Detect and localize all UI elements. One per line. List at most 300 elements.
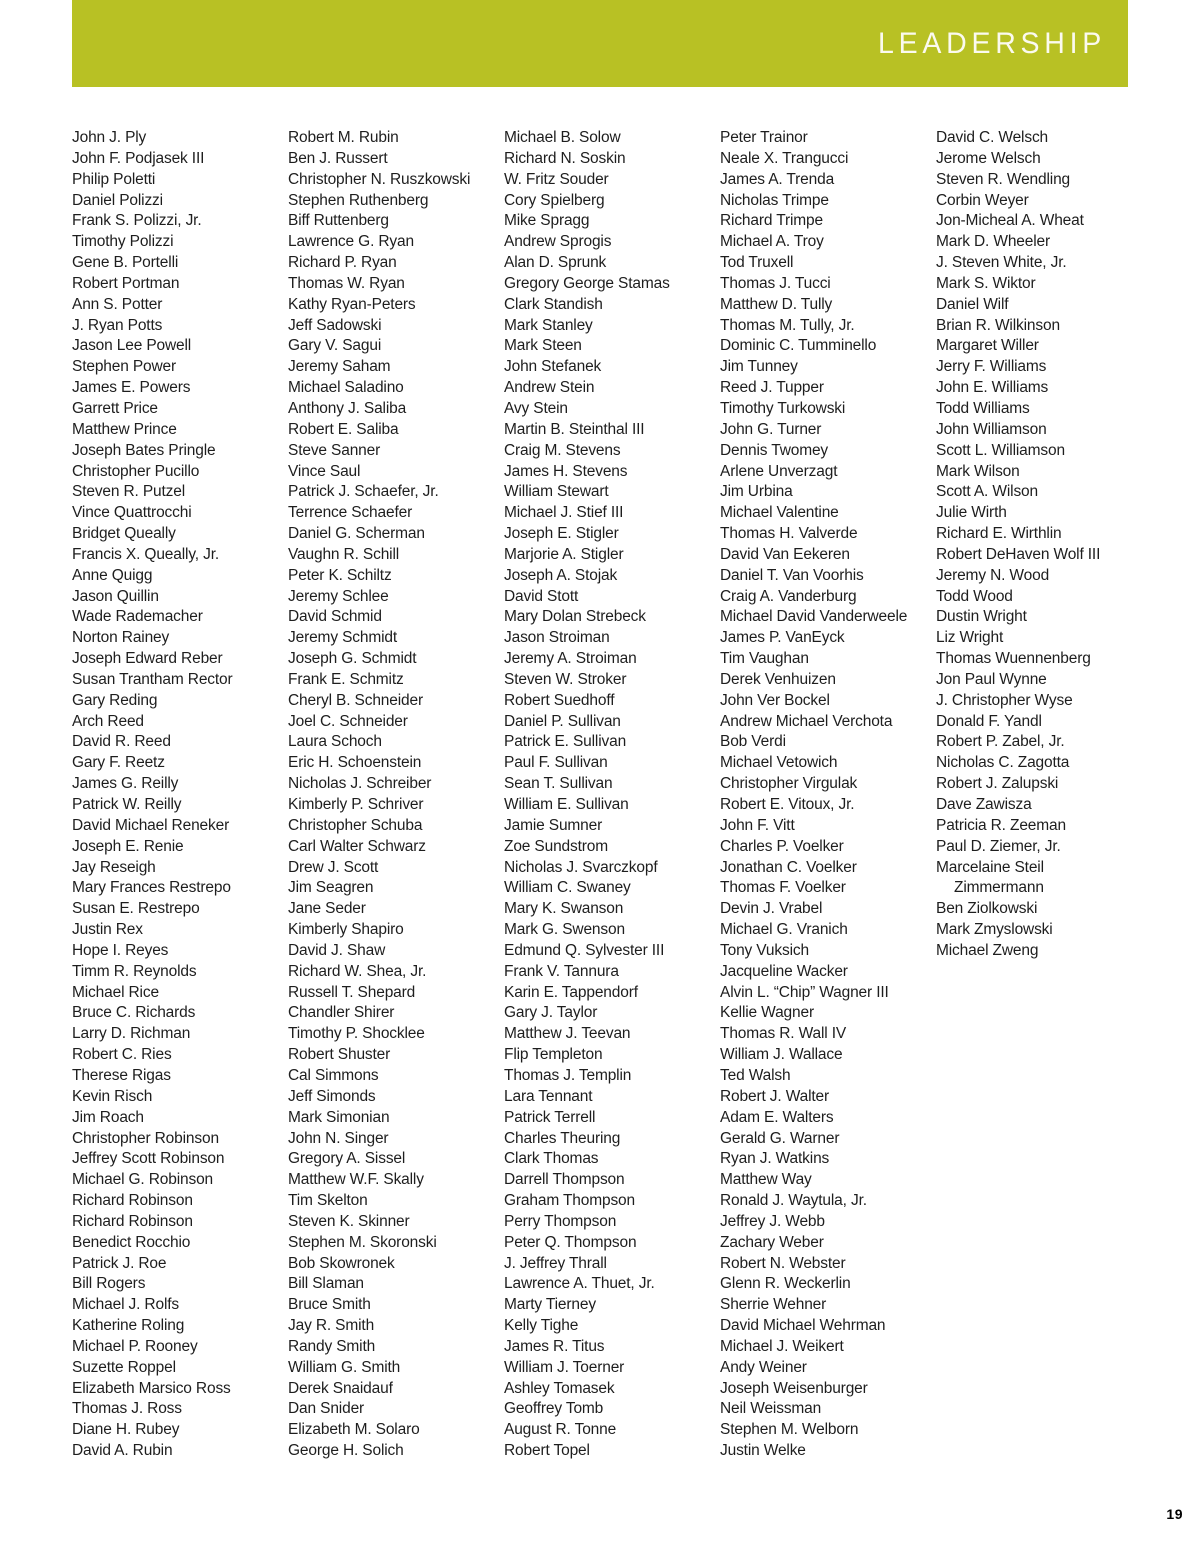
list-item	[288, 1191, 504, 1212]
name-text: Marcelaine Steil	[936, 858, 1044, 876]
list-item	[288, 191, 504, 212]
name-text: Norton Rainey	[72, 629, 170, 647]
name-text: Steven R. Wendling	[936, 170, 1071, 188]
name-text: Derek Venhuizen	[720, 670, 836, 688]
list-item	[936, 732, 1152, 753]
name-text: J. Steven White, Jr.	[936, 254, 1067, 272]
name-text: Robert J. Walter	[720, 1087, 829, 1105]
name-text: Michael P. Rooney	[72, 1337, 198, 1355]
name-text: Mark Stanley	[504, 316, 593, 334]
list-item	[72, 545, 288, 566]
list-item	[72, 1045, 288, 1066]
list-item	[288, 1254, 504, 1275]
list-item	[72, 753, 288, 774]
name-text: Drew J. Scott	[288, 858, 379, 876]
name-text: Brian R. Wilkinson	[936, 316, 1060, 334]
name-text: Arch Reed	[72, 712, 144, 730]
list-item	[288, 420, 504, 441]
name-text: Marty Tierney	[504, 1296, 596, 1314]
list-item	[936, 524, 1152, 545]
list-item	[288, 1149, 504, 1170]
list-item	[288, 1420, 504, 1441]
list-item	[720, 1087, 936, 1108]
list-item	[936, 336, 1152, 357]
name-text: Kathy Ryan-Peters	[288, 295, 416, 313]
name-text: Geoffrey Tomb	[504, 1400, 604, 1418]
list-item	[504, 670, 720, 691]
name-text: Peter Trainor	[720, 129, 808, 146]
list-item	[936, 399, 1152, 420]
name-text: Margaret Willer	[936, 337, 1039, 355]
list-item	[504, 1316, 720, 1337]
list-item	[720, 1129, 936, 1150]
name-text: Eric H. Schoenstein	[288, 754, 422, 772]
list-item	[72, 1066, 288, 1087]
name-text: Richard N. Soskin	[504, 149, 626, 167]
name-text: Steven K. Skinner	[288, 1212, 410, 1230]
list-item	[504, 316, 720, 337]
list-item	[504, 1358, 720, 1379]
name-text: Suzette Roppel	[72, 1358, 176, 1376]
name-text: Jim Tunney	[720, 358, 798, 376]
name-text: Robert M. Rubin	[288, 129, 399, 146]
list-item	[288, 566, 504, 587]
name-text: Timm R. Reynolds	[72, 962, 197, 980]
name-text: Zoe Sundstrom	[504, 837, 609, 855]
name-text: Dan Snider	[288, 1400, 365, 1418]
list-item	[288, 941, 504, 962]
list-item	[72, 274, 288, 295]
name-text: Philip Poletti	[72, 170, 156, 188]
list-item	[288, 795, 504, 816]
list-item	[72, 732, 288, 753]
name-text: Frank E. Schmitz	[288, 670, 404, 688]
name-text: Laura Schoch	[288, 733, 382, 751]
list-item	[936, 253, 1152, 274]
name-text: Nicholas C. Zagotta	[936, 754, 1070, 772]
name-text: Todd Wood	[936, 587, 1013, 605]
name-text: Nicholas J. Svarczkopf	[504, 858, 658, 876]
name-text: Gene B. Portelli	[72, 254, 179, 272]
name-text: William J. Toerner	[504, 1358, 625, 1376]
name-text: David Schmid	[288, 608, 382, 626]
name-text: Perry Thompson	[504, 1212, 617, 1230]
list-item	[936, 441, 1152, 462]
name-text: Daniel G. Scherman	[288, 525, 425, 543]
name-text: Ben Ziolkowski	[936, 900, 1038, 918]
name-text: Thomas W. Ryan	[288, 274, 405, 292]
name-text: Daniel T. Van Voorhis	[720, 566, 864, 584]
list-item	[936, 274, 1152, 295]
list-item	[720, 962, 936, 983]
list-item	[504, 1274, 720, 1295]
list-item	[720, 1399, 936, 1420]
name-text: Lawrence A. Thuet, Jr.	[504, 1275, 655, 1293]
list-item	[936, 920, 1152, 941]
list-item	[288, 816, 504, 837]
name-text: Bill Slaman	[288, 1275, 364, 1293]
name-text: Mark Simonian	[288, 1108, 390, 1126]
list-item	[288, 357, 504, 378]
list-item	[720, 712, 936, 733]
name-text: Christopher N. Ruszkowski	[288, 170, 471, 188]
list-item	[72, 1420, 288, 1441]
list-item	[504, 566, 720, 587]
name-text: Dominic C. Tumminello	[720, 337, 877, 355]
name-text: Justin Welke	[720, 1442, 806, 1460]
list-item	[936, 670, 1152, 691]
list-item	[720, 357, 936, 378]
list-item	[288, 1066, 504, 1087]
list-item	[720, 816, 936, 837]
list-item	[72, 1295, 288, 1316]
name-text: Darrell Thompson	[504, 1171, 625, 1189]
list-item	[720, 795, 936, 816]
name-text: Michael Rice	[72, 983, 159, 1001]
list-item	[288, 1003, 504, 1024]
name-text: Robert DeHaven Wolf III	[936, 545, 1101, 563]
name-text: John G. Turner	[720, 420, 822, 438]
name-text: Mary Frances Restrepo	[72, 879, 231, 897]
name-column-2	[288, 128, 504, 1462]
name-text: Paul F. Sullivan	[504, 754, 608, 772]
name-text: Tony Vuksich	[720, 941, 809, 959]
list-item	[504, 691, 720, 712]
list-item	[288, 649, 504, 670]
list-item	[72, 170, 288, 191]
name-text: John Ver Bockel	[720, 691, 830, 709]
name-text: Robert J. Zalupski	[936, 775, 1059, 793]
name-text: Corbin Weyer	[936, 191, 1029, 209]
name-text: John Williamson	[936, 420, 1047, 438]
list-item	[936, 378, 1152, 399]
name-text: Kimberly P. Schriver	[288, 796, 424, 813]
name-text: Mark Wilson	[936, 462, 1020, 480]
list-item	[288, 858, 504, 879]
list-item	[936, 420, 1152, 441]
name-text: Steven R. Putzel	[72, 483, 186, 501]
name-text: Thomas J. Ross	[72, 1400, 182, 1418]
list-item	[720, 420, 936, 441]
name-text: Vince Quattrocchi	[72, 504, 192, 522]
list-item	[72, 1379, 288, 1400]
list-item	[72, 357, 288, 378]
name-text: Timothy Turkowski	[720, 399, 846, 417]
name-text: Timothy P. Shocklee	[288, 1025, 425, 1043]
list-item	[288, 149, 504, 170]
list-item	[504, 920, 720, 941]
name-text: Clark Standish	[504, 295, 603, 313]
name-text: Derek Snaidauf	[288, 1379, 393, 1397]
list-item	[504, 649, 720, 670]
name-text: Robert P. Zabel, Jr.	[936, 733, 1065, 751]
name-text: Patrick J. Schaefer, Jr.	[288, 483, 439, 501]
list-item	[504, 858, 720, 879]
list-item	[720, 649, 936, 670]
name-text: Charles P. Voelker	[720, 837, 844, 855]
name-text: Mark G. Swenson	[504, 921, 625, 939]
name-text: Jeremy N. Wood	[936, 566, 1050, 584]
name-text: Joel C. Schneider	[288, 712, 408, 730]
name-text: Gerald G. Warner	[720, 1129, 840, 1147]
name-text: Ann S. Potter	[72, 295, 163, 313]
list-item	[72, 1274, 288, 1295]
list-item	[288, 211, 504, 232]
name-text: Scott L. Williamson	[936, 441, 1065, 459]
list-item	[720, 837, 936, 858]
name-text: Michael J. Stief III	[504, 504, 624, 522]
list-item	[720, 545, 936, 566]
name-text: Nicholas Trimpe	[720, 191, 829, 209]
list-item	[288, 253, 504, 274]
name-text: J. Ryan Potts	[72, 316, 163, 334]
name-text: Ted Walsh	[720, 1066, 791, 1084]
name-text: Joseph E. Stigler	[504, 525, 619, 543]
list-item	[288, 441, 504, 462]
name-text: Arlene Unverzagt	[720, 462, 838, 480]
name-text: David Michael Wehrman	[720, 1317, 886, 1335]
list-item	[720, 1108, 936, 1129]
name-text: Joseph Edward Reber	[72, 650, 223, 668]
list-item	[504, 795, 720, 816]
name-text: Bill Rogers	[72, 1275, 146, 1293]
list-item	[72, 816, 288, 837]
name-text: Michael B. Solow	[504, 129, 621, 146]
name-text: Patrick J. Roe	[72, 1254, 167, 1272]
name-text: Alan D. Sprunk	[504, 254, 607, 272]
list-item	[504, 712, 720, 733]
name-text: Therese Rigas	[72, 1066, 171, 1084]
list-item	[288, 712, 504, 733]
name-text: Michael Vetowich	[720, 754, 838, 772]
name-text: Matthew Way	[720, 1171, 812, 1189]
name-text: Daniel Polizzi	[72, 191, 163, 209]
list-item	[72, 649, 288, 670]
list-item	[720, 1254, 936, 1275]
name-text: Wade Rademacher	[72, 608, 203, 626]
name-text: Stephen M. Welborn	[720, 1421, 859, 1439]
name-text: Richard Robinson	[72, 1212, 193, 1230]
name-text: Bruce C. Richards	[72, 1004, 196, 1022]
list-item	[720, 1149, 936, 1170]
name-text: Matthew Prince	[72, 420, 177, 438]
name-text: Jay R. Smith	[288, 1317, 375, 1335]
name-text: Jeremy Schlee	[288, 587, 389, 605]
list-item	[72, 1233, 288, 1254]
name-text: David C. Welsch	[936, 129, 1049, 146]
list-item	[504, 1024, 720, 1045]
list-item	[72, 899, 288, 920]
name-text: Zachary Weber	[720, 1233, 824, 1251]
list-item	[720, 878, 936, 899]
name-text: Benedict Rocchio	[72, 1233, 191, 1251]
list-item	[72, 1003, 288, 1024]
list-item	[288, 670, 504, 691]
list-item	[72, 941, 288, 962]
list-item	[72, 149, 288, 170]
name-text: Richard W. Shea, Jr.	[288, 962, 427, 980]
list-item	[72, 295, 288, 316]
list-item	[720, 274, 936, 295]
name-text: Thomas J. Tucci	[720, 274, 831, 292]
name-text: Anne Quigg	[72, 566, 153, 584]
list-item	[288, 607, 504, 628]
list-item	[720, 899, 936, 920]
list-item	[936, 607, 1152, 628]
list-item	[72, 1129, 288, 1150]
name-text: Gregory George Stamas	[504, 274, 670, 292]
name-text: Bruce Smith	[288, 1296, 371, 1314]
list-item	[504, 1066, 720, 1087]
name-text: Katherine Roling	[72, 1317, 185, 1335]
name-text: Hope I. Reyes	[72, 941, 169, 959]
name-text: Joseph Weisenburger	[720, 1379, 868, 1397]
list-item	[72, 920, 288, 941]
name-text: Larry D. Richman	[72, 1025, 191, 1043]
page-title: LEADERSHIP	[877, 26, 1106, 60]
list-item	[288, 545, 504, 566]
list-item	[288, 462, 504, 483]
name-text: Susan E. Restrepo	[72, 900, 200, 918]
name-text: Jerome Welsch	[936, 149, 1041, 167]
name-text: Edmund Q. Sylvester III	[504, 941, 665, 959]
list-item	[504, 628, 720, 649]
name-text: Gary F. Reetz	[72, 754, 165, 772]
name-text: Charles Theuring	[504, 1129, 621, 1147]
name-text: Kellie Wagner	[720, 1004, 814, 1022]
list-item	[504, 524, 720, 545]
list-item	[504, 1170, 720, 1191]
list-item	[288, 837, 504, 858]
name-text: Liz Wright	[936, 629, 1004, 647]
name-text: Ryan J. Watkins	[720, 1150, 830, 1168]
name-text: Vaughn R. Schill	[288, 545, 400, 563]
name-text: James P. VanEyck	[720, 629, 845, 647]
name-text: Mark D. Wheeler	[936, 233, 1051, 251]
name-text: Jane Seder	[288, 900, 366, 918]
list-item	[504, 441, 720, 462]
list-item	[936, 462, 1152, 483]
name-text: Joseph G. Schmidt	[288, 650, 417, 668]
name-text: Dustin Wright	[936, 608, 1027, 626]
name-text: Michael G. Vranich	[720, 921, 848, 939]
name-text: Jacqueline Wacker	[720, 962, 848, 980]
list-item	[72, 795, 288, 816]
list-item	[288, 1274, 504, 1295]
list-item	[504, 211, 720, 232]
list-item	[288, 1441, 504, 1462]
list-item	[504, 941, 720, 962]
name-text: Gary Reding	[72, 691, 158, 709]
name-text: Gregory A. Sissel	[288, 1150, 406, 1168]
list-item	[720, 1045, 936, 1066]
list-item	[72, 712, 288, 733]
list-item	[288, 1129, 504, 1150]
name-text: Christopher Schuba	[288, 816, 423, 834]
list-item	[720, 316, 936, 337]
name-text: Michael A. Troy	[720, 233, 824, 251]
list-item	[720, 587, 936, 608]
list-item	[936, 587, 1152, 608]
name-text: Robert C. Ries	[72, 1046, 172, 1064]
list-item	[288, 1316, 504, 1337]
list-item	[504, 816, 720, 837]
name-text: Thomas F. Voelker	[720, 879, 846, 897]
name-text: Peter K. Schiltz	[288, 566, 392, 584]
name-text: Mike Spragg	[504, 212, 590, 230]
leadership-banner	[72, 0, 1128, 87]
name-text: Cory Spielberg	[504, 191, 605, 209]
name-text: Neale X. Trangucci	[720, 149, 849, 167]
name-text: Jason Quillin	[72, 587, 159, 605]
name-text: Dennis Twomey	[720, 441, 829, 459]
name-text: David Michael Reneker	[72, 816, 230, 834]
name-text: Lara Tennant	[504, 1087, 593, 1105]
name-text: Robert Shuster	[288, 1046, 391, 1064]
list-item	[720, 524, 936, 545]
list-item	[72, 628, 288, 649]
list-item	[288, 399, 504, 420]
list-item	[288, 1379, 504, 1400]
name-text: Robert N. Webster	[720, 1254, 846, 1272]
list-item	[720, 566, 936, 587]
name-text: Michael Valentine	[720, 504, 839, 522]
name-column-1	[72, 128, 288, 1462]
name-text: Diane H. Rubey	[72, 1421, 180, 1439]
list-item	[72, 503, 288, 524]
name-text: John N. Singer	[288, 1129, 389, 1147]
name-text: Stephen Ruthenberg	[288, 191, 429, 209]
list-item	[72, 128, 288, 149]
name-text: Peter Q. Thompson	[504, 1233, 637, 1251]
list-item	[720, 1024, 936, 1045]
name-text: Gary V. Sagui	[288, 337, 382, 355]
list-item	[720, 753, 936, 774]
name-text: Jeremy Saham	[288, 358, 391, 376]
list-item	[720, 378, 936, 399]
name-text: Mark Zmyslowski	[936, 921, 1053, 939]
name-text: Robert Suedhoff	[504, 691, 615, 709]
list-item	[72, 983, 288, 1004]
list-item	[720, 482, 936, 503]
list-item	[288, 1233, 504, 1254]
list-item	[504, 587, 720, 608]
list-item	[936, 545, 1152, 566]
name-text: David R. Reed	[72, 733, 171, 751]
name-text: Jeff Simonds	[288, 1087, 376, 1105]
name-text: William E. Sullivan	[504, 796, 629, 813]
list-item	[288, 378, 504, 399]
name-text: Reed J. Tupper	[720, 379, 824, 397]
list-item	[72, 336, 288, 357]
name-text: Thomas H. Valverde	[720, 525, 858, 543]
name-text: Thomas M. Tully, Jr.	[720, 316, 855, 334]
name-text: John F. Podjasek III	[72, 149, 205, 167]
list-item	[720, 983, 936, 1004]
name-text: Patrick W. Reilly	[72, 796, 182, 813]
list-item	[720, 732, 936, 753]
name-text: Thomas Wuennenberg	[936, 650, 1091, 668]
name-text: Joseph Bates Pringle	[72, 441, 216, 459]
name-text: Joseph E. Renie	[72, 837, 184, 855]
list-item	[936, 357, 1152, 378]
list-item	[720, 607, 936, 628]
list-item	[504, 545, 720, 566]
list-item	[504, 232, 720, 253]
list-item	[720, 503, 936, 524]
name-text: Ashley Tomasek	[504, 1379, 615, 1397]
list-item	[936, 128, 1152, 149]
